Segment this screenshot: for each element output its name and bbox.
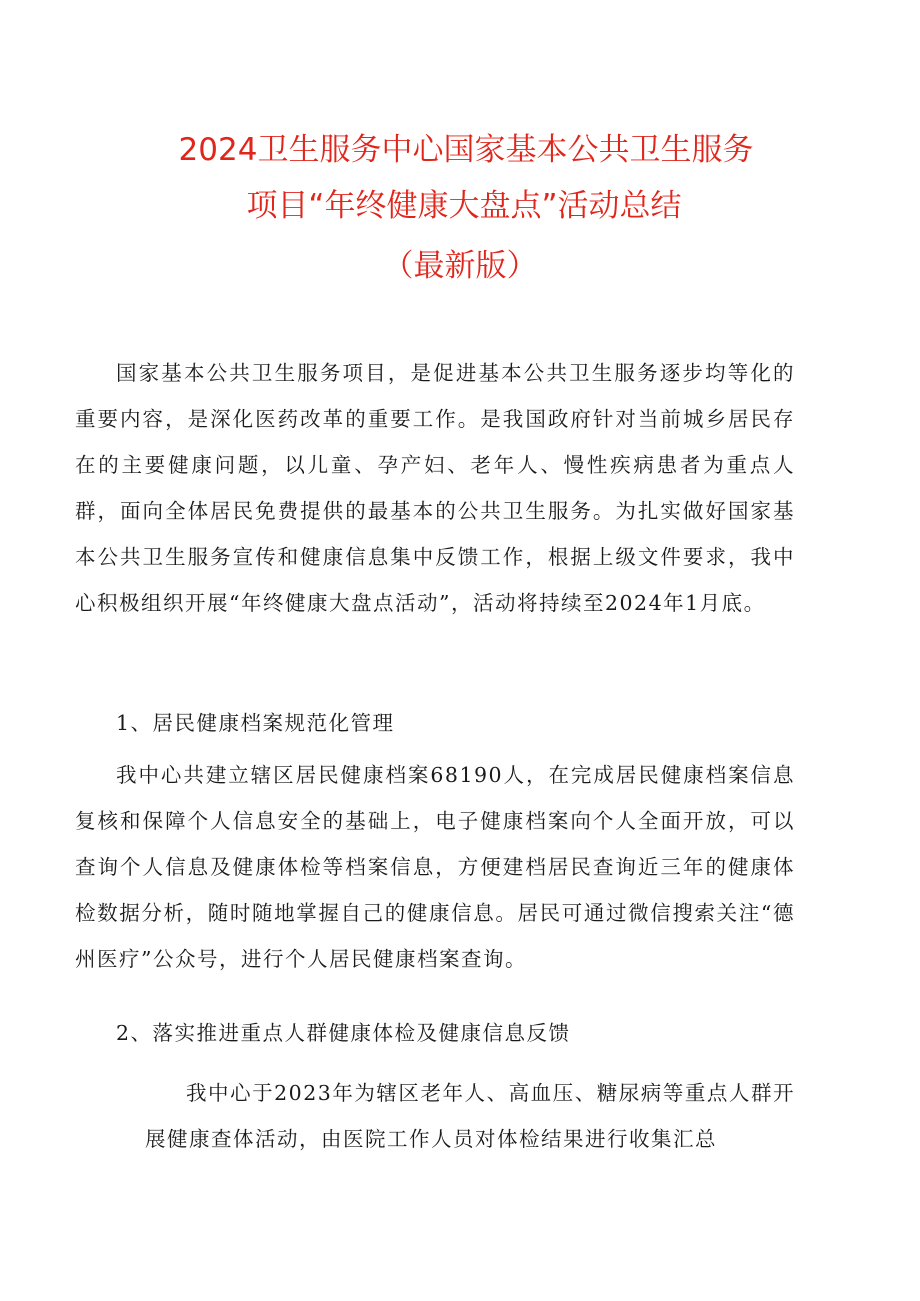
title-line-1: 2024卫生服务中心国家基本公共卫生服务 [178, 132, 754, 168]
section-1-body-block [75, 752, 795, 982]
document-title [0, 122, 920, 294]
intro-paragraph-block [75, 350, 795, 626]
intro-paragraph: 国家基本公共卫生服务项目，是促进基本公共卫生服务逐步均等化的重要内容，是深化医药改革的重要工作。是我国政府针对当前城乡居民存在的主要健康问题，以儿童、孕产妇、老年人、慢性疾病患者为重点人群，面向全体居民免费提供的最基本的公共卫生服务。为扎实做好国家基本公共卫生服务宣传和健康信息集中反馈工作，根据上级文件要求，我中心积极组织开展“年终健康大盘点活动”，活动将持续至2024年1月底。 [75, 361, 795, 615]
section-2-heading: 2、落实推进重点人群健康体检及健康信息反馈 [116, 1021, 571, 1045]
section-1-heading: 1、居民健康档案规范化管理 [116, 711, 395, 735]
section-2-body-block [145, 1070, 795, 1162]
section-2-body: 我中心于2023年为辖区老年人、高血压、糖尿病等重点人群开展健康查体活动，由医院工作人员对体检结果进行收集汇总 [145, 1081, 795, 1151]
section-1-heading-block [75, 700, 795, 746]
section-2-heading-block [75, 1010, 795, 1056]
title-line-2: 项目“年终健康大盘点”活动总结 [246, 188, 682, 224]
title-line-3: （最新版） [382, 248, 538, 284]
section-1-body: 我中心共建立辖区居民健康档案68190人，在完成居民健康档案信息复核和保障个人信息安全的基础上，电子健康档案向个人全面开放，可以查询个人信息及健康体检等档案信息，方便建档居民查询近三年的健康体检数据分析，随时随地掌握自己的健康信息。居民可通过微信搜索关注“德州医疗”公众号，进行个人居民健康档案查询。 [75, 763, 795, 971]
